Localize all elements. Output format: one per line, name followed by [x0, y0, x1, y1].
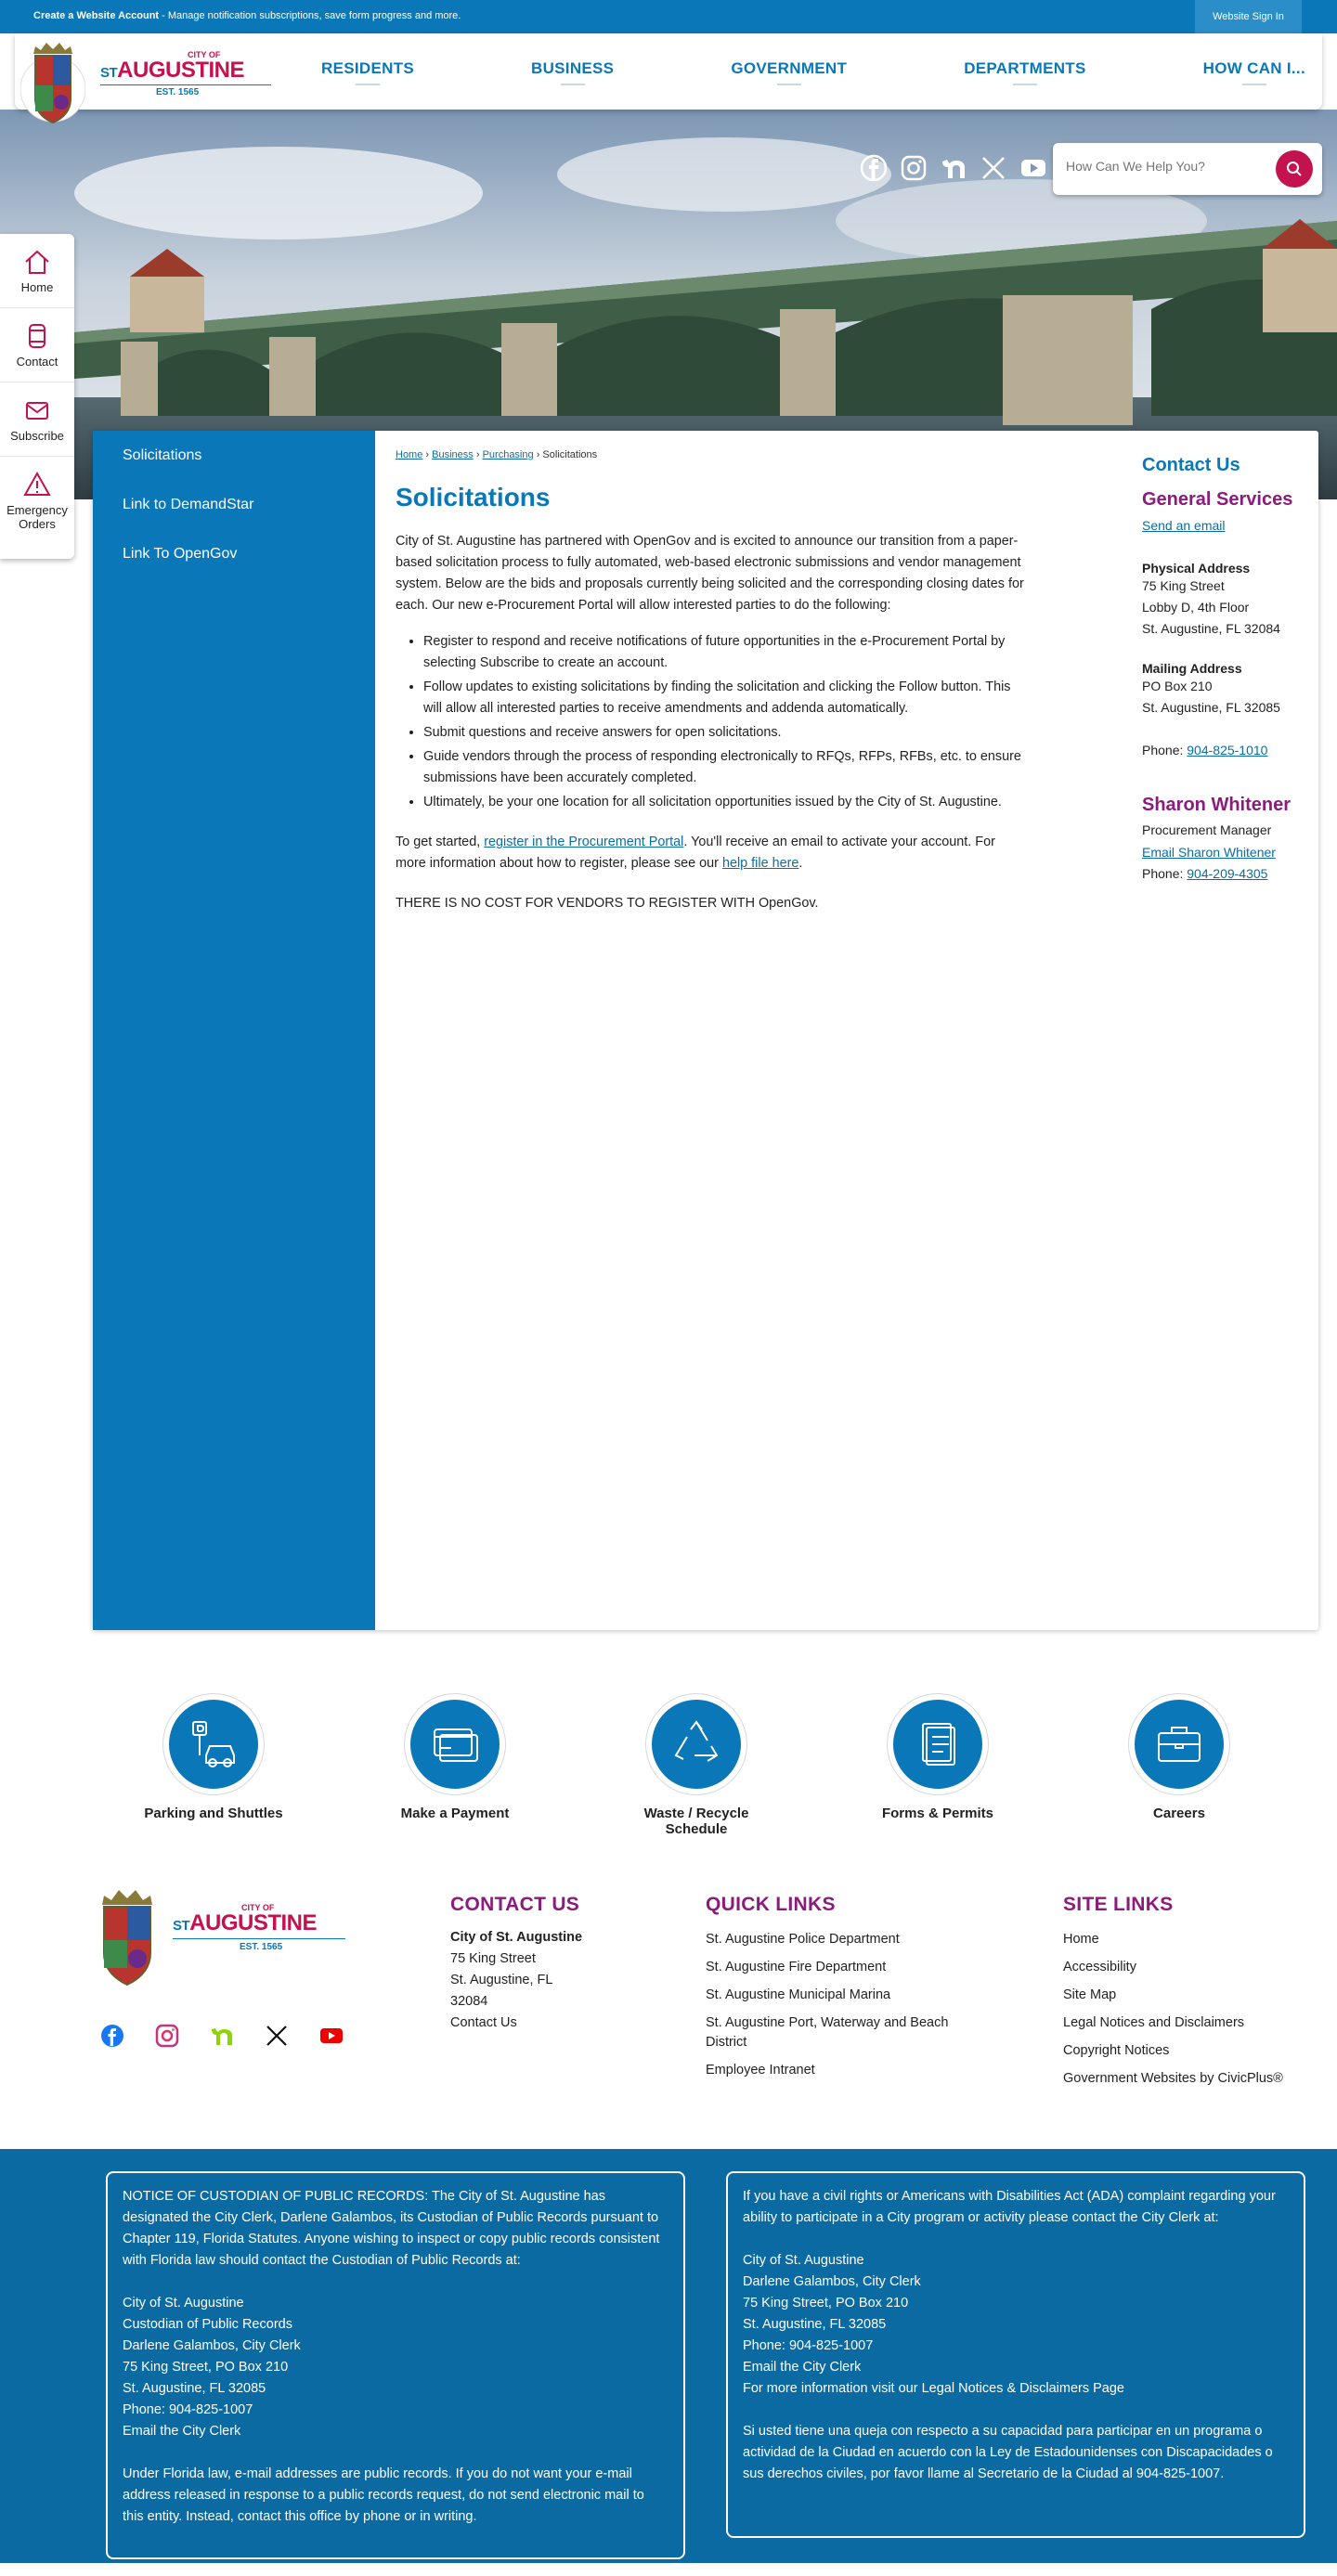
phone-link[interactable]: 904-825-1010 — [1187, 743, 1268, 757]
footer-link-marina[interactable]: St. Augustine Municipal Marina — [706, 1987, 891, 2002]
forms-icon — [912, 1718, 964, 1770]
footer-site-links-heading: SITE LINKS — [1063, 1894, 1174, 1915]
list-item: • Follow updates to existing solicitations by finding the solicitation and clicking the Follow button. This will allow all interested parties to receive amendments and addenda automatically. — [423, 677, 1027, 719]
home-icon — [22, 247, 52, 277]
youtube-icon[interactable] — [1019, 154, 1047, 182]
sidebar-item-opengov[interactable]: Link To OpenGov — [123, 546, 238, 562]
public-records-notice: NOTICE OF CUSTODIAN OF PUBLIC RECORDS: The City of St. Augustine has designated the City Clerk, Darlene Galambos, its Custodian of Public Records pursuant to Chapter 119, Florida Statutes. Anyone wishing to inspect or copy public records consistent with Florida law should contact the Custodian of Public Records at: City of St. Augustine Custodian of Public Records Darlene Galambos, City Clerk 75 King Street, PO Box 210 St. Augustine, FL 32085 Phone: 904-825-1007 Email the City Clerk Under Florida law, e-mail addresses are public records. If you do not want your e-mail address released in response to a public records request, do not send electronic mail to this entity. Instead, contact this office by phone or in writing. — [106, 2171, 685, 2559]
footer-social-links — [100, 2024, 344, 2048]
instagram-icon[interactable] — [155, 2024, 179, 2048]
quick-link-careers[interactable]: Careers — [1105, 1694, 1253, 1837]
main-navigation — [321, 59, 1305, 85]
x-icon[interactable] — [265, 2024, 289, 2048]
department-name: General Services — [1142, 489, 1293, 510]
parking-icon — [188, 1718, 240, 1770]
city-crest-logo[interactable] — [20, 37, 85, 136]
payment-icon — [429, 1718, 481, 1770]
dock-home[interactable]: Home — [0, 234, 74, 308]
create-account-message[interactable]: Create a Website Account - Manage notification subscriptions, save form progress and more. — [33, 10, 461, 21]
search-button[interactable] — [1276, 150, 1313, 188]
footer-quick-links-heading: QUICK LINKS — [706, 1894, 836, 1915]
footer-link-intranet[interactable]: Employee Intranet — [706, 2063, 815, 2078]
dock-contact[interactable]: Contact — [0, 308, 74, 382]
nav-how-can-i[interactable]: HOW CAN I... — [1203, 59, 1305, 85]
footer-link-civicplus[interactable]: Government Websites by CivicPlus® — [1063, 2071, 1283, 2086]
site-search — [1053, 143, 1322, 195]
footer-address-line: 75 King Street — [450, 1951, 536, 1966]
footer-site-links — [1063, 1894, 1314, 2089]
help-file-link[interactable]: help file here — [721, 856, 799, 871]
facebook-icon[interactable] — [100, 2024, 124, 2048]
address-line: St. Augustine, FL 32085 — [1142, 700, 1280, 715]
breadcrumb: Home › Business › Purchasing › Solicitations — [396, 449, 598, 460]
dock-subscribe[interactable]: Subscribe — [0, 382, 74, 457]
footer-city-wordmark[interactable]: CITY OF STAUGUSTINE EST. 1565 — [173, 1910, 349, 1957]
search-input[interactable] — [1066, 159, 1270, 174]
legal-notices-page-link[interactable]: For more information visit our Legal Notices & Disclaimers Page — [743, 2381, 1124, 2396]
warning-icon — [22, 470, 52, 499]
page-bottom-strip — [0, 2563, 1337, 2576]
nav-business[interactable]: BUSINESS — [531, 59, 614, 85]
top-account-bar — [0, 0, 1337, 33]
footer-link-site-map[interactable]: Site Map — [1063, 1987, 1117, 2002]
list-item: • Guide vendors through the process of responding electronically to RFQs, RFPs, RFBs, etc. to ensure submissions have been accurately completed. — [423, 746, 1027, 789]
youtube-icon[interactable] — [319, 2024, 344, 2048]
footer-contact-name: City of St. Augustine — [450, 1930, 583, 1945]
breadcrumb-purchasing[interactable]: Purchasing — [482, 449, 534, 460]
nextdoor-icon[interactable] — [940, 154, 967, 182]
phone-line: Phone: 904-825-1010 — [1142, 743, 1268, 757]
list-item: • Ultimately, be your one location for all solicitation opportunities issued by the City of St. Augustine. — [423, 792, 1027, 813]
instagram-icon[interactable] — [900, 154, 928, 182]
sidebar-item-solicitations[interactable]: Solicitations — [123, 447, 202, 463]
quick-link-forms-permits[interactable]: Forms & Permits — [863, 1694, 1012, 1837]
search-icon — [1286, 161, 1303, 177]
quick-links-row — [139, 1694, 1253, 1837]
get-started-paragraph: To get started, register in the Procurement Portal. You'll receive an email to activate your account. For more information about how to register, please see our help file here. — [396, 835, 995, 871]
briefcase-icon — [1153, 1718, 1205, 1770]
footer-address-line: 32084 — [450, 1994, 488, 2009]
breadcrumb-current: Solicitations — [542, 449, 598, 460]
address-line: PO Box 210 — [1142, 679, 1213, 693]
address-line: Lobby D, 4th Floor — [1142, 600, 1250, 615]
quick-link-parking[interactable]: Parking and Shuttles — [139, 1694, 288, 1837]
no-cost-notice: THERE IS NO COST FOR VENDORS TO REGISTER WITH OpenGov. — [396, 896, 819, 911]
page-title: Solicitations — [396, 483, 551, 511]
footer-city-crest[interactable] — [93, 1884, 162, 1988]
breadcrumb-business[interactable]: Business — [432, 449, 474, 460]
footer-link-fire[interactable]: St. Augustine Fire Department — [706, 1960, 887, 1974]
contact-sidebar — [1142, 455, 1318, 885]
header-social-links — [860, 154, 1047, 182]
phone-icon — [22, 321, 52, 351]
intro-paragraph: City of St. Augustine has partnered with OpenGov and is excited to announce our transition from a paper-based solicitation process to fully automated, web-based electronic submissions and vendor management system. Below are the bids and proposals currently being solicited and the corresponding closing dates for each. Our new e-Procurement Portal will allow interested parties to do the following: — [396, 534, 1024, 613]
footer-link-accessibility[interactable]: Accessibility — [1063, 1960, 1136, 1974]
dock-emergency-orders[interactable]: Emergency Orders — [0, 457, 74, 559]
footer-quick-links — [706, 1894, 956, 2080]
nextdoor-icon[interactable] — [210, 2024, 234, 2048]
site-footer — [0, 1875, 1337, 2154]
nav-departments[interactable]: DEPARTMENTS — [964, 59, 1085, 85]
contact-person-title: Procurement Manager — [1142, 822, 1272, 837]
contact-person-name: Sharon Whitener — [1142, 795, 1292, 815]
list-item: • Submit questions and receive answers for open solicitations. — [423, 722, 1027, 744]
footer-link-port[interactable]: St. Augustine Port, Waterway and Beach District — [706, 2015, 949, 2050]
contact-heading: Contact Us — [1142, 455, 1240, 475]
send-email-link[interactable]: Send an email — [1142, 518, 1226, 533]
site-header — [15, 33, 1322, 110]
footer-address-line: St. Augustine, FL — [450, 1973, 553, 1987]
quick-link-waste-recycle[interactable]: Waste / Recycle Schedule — [622, 1694, 771, 1837]
sidebar-item-demandstar[interactable]: Link to DemandStar — [123, 497, 254, 512]
envelope-icon — [22, 395, 52, 425]
quick-link-payment[interactable]: Make a Payment — [381, 1694, 529, 1837]
website-sign-in-button[interactable]: Website Sign In — [1195, 0, 1302, 33]
nav-government[interactable]: GOVERNMENT — [731, 59, 847, 85]
footer-link-police[interactable]: St. Augustine Police Department — [706, 1932, 900, 1947]
email-city-clerk-link[interactable]: Email the City Clerk — [743, 2360, 862, 2375]
nav-residents[interactable]: RESIDENTS — [321, 59, 414, 85]
footer-contact — [450, 1894, 582, 2034]
footer-link-legal[interactable]: Legal Notices and Disclaimers — [1063, 2015, 1245, 2030]
main-content-card — [93, 431, 1318, 1630]
features-list — [423, 631, 1027, 813]
section-sidebar — [93, 431, 375, 1630]
person-phone-link[interactable]: 904-209-4305 — [1187, 866, 1268, 881]
list-item: • Register to respond and receive notifications of future opportunities in the e-Procurement Portal by selecting Subscribe to create an account. — [423, 631, 1027, 674]
footer-link-home[interactable]: Home — [1063, 1932, 1099, 1947]
register-portal-link[interactable]: register in the Procurement Portal — [484, 835, 684, 849]
mailing-address-label: Mailing Address — [1142, 661, 1242, 676]
footer-contact-us-link[interactable]: Contact Us — [450, 2015, 517, 2030]
address-line: St. Augustine, FL 32084 — [1142, 621, 1280, 636]
email-person-link[interactable]: Email Sharon Whitener — [1142, 845, 1276, 860]
footer-contact-heading: CONTACT US — [450, 1894, 580, 1915]
footer-link-copyright[interactable]: Copyright Notices — [1063, 2043, 1170, 2058]
breadcrumb-home[interactable]: Home — [396, 449, 423, 460]
city-wordmark[interactable]: CITY OF STAUGUSTINE EST. 1565 — [100, 50, 286, 97]
person-phone-line: Phone: 904-209-4305 — [1142, 866, 1268, 881]
recycle-icon — [670, 1718, 722, 1770]
ada-notice: If you have a civil rights or Americans with Disabilities Act (ADA) complaint regarding your ability to participate in a City program or activity please contact the City Clerk at: City of St. Augustine Darlene Galambos, City Clerk 75 King Street, PO Box 210 St. Augustine, FL 32085 Phone: 904-825-1007 Email the City Clerk For more information visit our Legal Notices & Disclaimers Page Si usted tiene una queja con respecto a su capacidad para participar en un programa o actividad de la Ciudad en acuerdo con la Ley de Estadounidenses con Discapacidades o sus derechos civiles, por favor llame al Secretario de la Ciudad al 904-825-1007. — [726, 2171, 1305, 2538]
x-icon[interactable] — [980, 154, 1007, 182]
facebook-icon[interactable] — [860, 154, 888, 182]
physical-address-label: Physical Address — [1142, 561, 1251, 576]
quick-dock — [0, 234, 74, 559]
page-content — [396, 449, 1027, 914]
email-city-clerk-link[interactable]: Email the City Clerk — [123, 2424, 241, 2439]
legal-notices-section — [0, 2149, 1337, 2563]
address-line: 75 King Street — [1142, 578, 1225, 593]
